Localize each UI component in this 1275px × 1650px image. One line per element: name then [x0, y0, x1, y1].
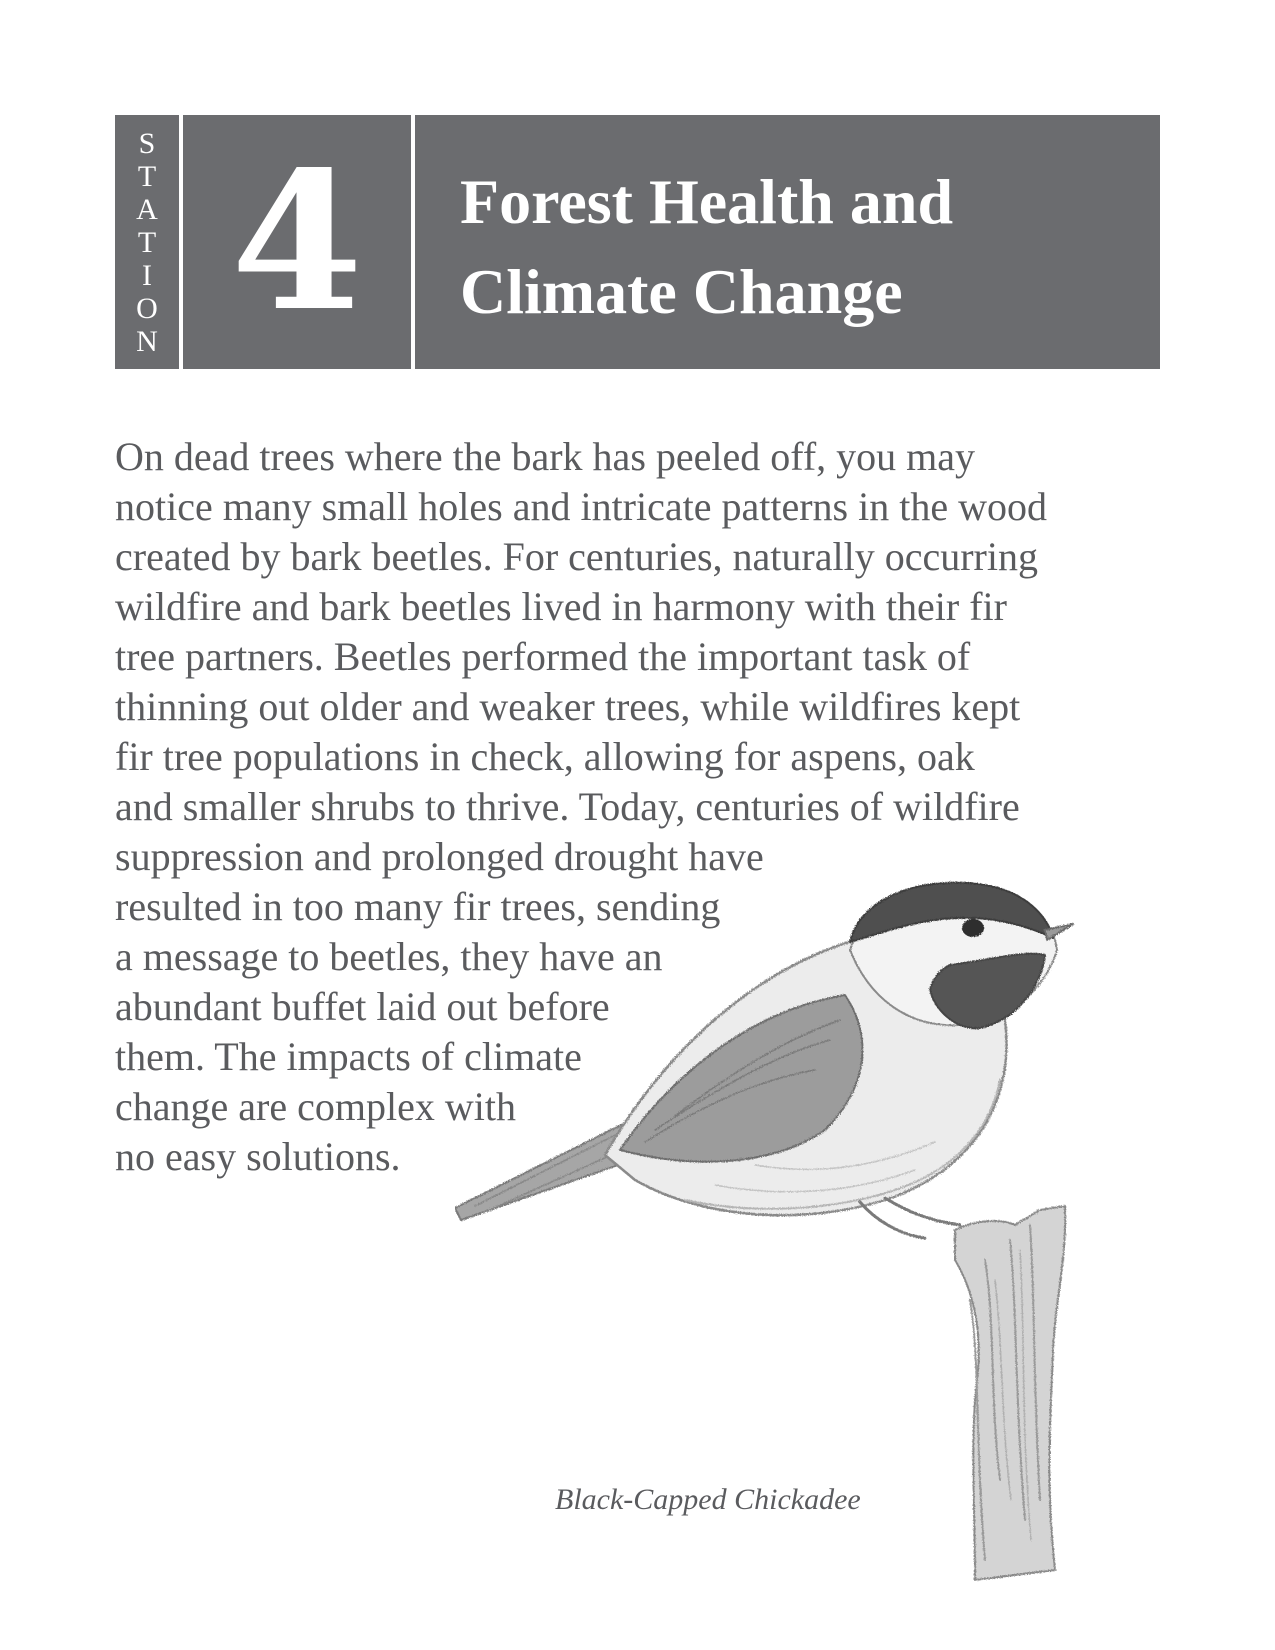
illustration-caption: Black-Capped Chickadee	[555, 1483, 861, 1516]
body-line: change are complex with	[115, 1084, 516, 1129]
title-line: Climate Change	[460, 256, 903, 327]
body-line: them. The impacts of climate	[115, 1034, 582, 1079]
page-title	[460, 157, 1140, 337]
body-line: suppression and prolonged drought have	[115, 834, 764, 879]
station-label	[115, 115, 179, 369]
body-line: wildfire and bark beetles lived in harmony with their fir	[115, 584, 1007, 629]
body-line: a message to beetles, they have an	[115, 934, 663, 979]
body-line: fir tree populations in check, allowing for aspens, oak	[115, 734, 975, 779]
body-line: On dead trees where the bark has peeled off, you may	[115, 434, 976, 479]
station-header	[115, 115, 1160, 369]
header-divider	[411, 115, 415, 369]
body-line: tree partners. Beetles performed the important task of	[115, 634, 971, 679]
station-letter: I	[142, 258, 152, 292]
station-letter: O	[136, 291, 158, 325]
station-letter: T	[137, 225, 157, 259]
station-letter: A	[136, 192, 158, 226]
station-number: 4	[230, 130, 364, 353]
station-letter: N	[136, 324, 158, 358]
body-line: no easy solutions.	[115, 1134, 401, 1179]
station-letter: T	[137, 159, 157, 193]
body-line: resulted in too many fir trees, sending	[115, 884, 721, 929]
station-letter: S	[138, 126, 156, 160]
body-line: abundant buffet laid out before	[115, 984, 610, 1029]
body-line: and smaller shrubs to thrive. Today, centuries of wildfire	[115, 784, 1020, 829]
body-line: thinning out older and weaker trees, while wildfires kept	[115, 684, 1021, 729]
body-line: notice many small holes and intricate patterns in the wood	[115, 484, 1047, 529]
body-line: created by bark beetles. For centuries, naturally occurring	[115, 534, 1038, 579]
title-line: Forest Health and	[460, 166, 954, 237]
